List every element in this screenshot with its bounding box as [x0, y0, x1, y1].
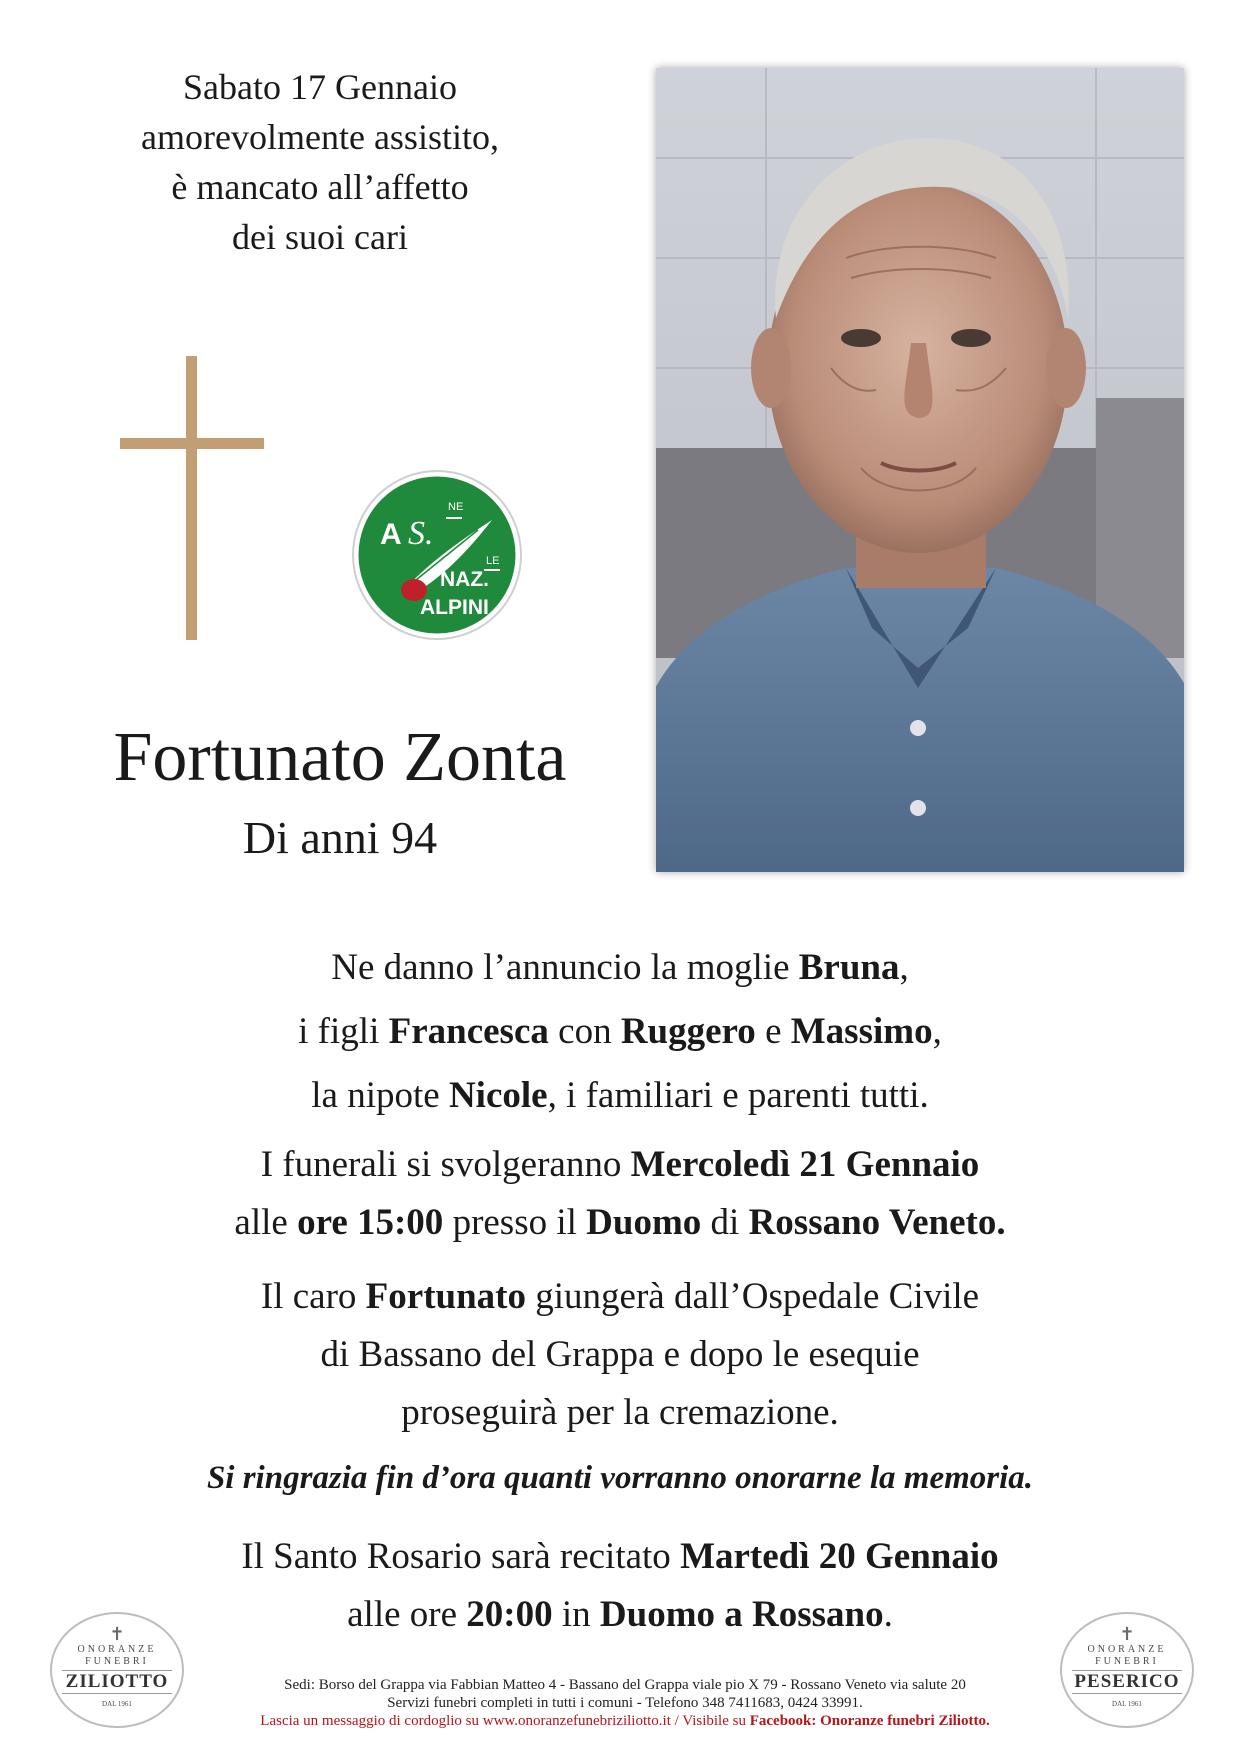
- intro-line: Sabato 17 Gennaio: [183, 67, 457, 107]
- arrival-line: di Bassano del Grappa e dopo le esequie: [320, 1334, 920, 1375]
- footer-services: Servizi funebri completi in tutti i comuni - Telefono 348 7411683, 0424 33991.: [387, 1695, 863, 1711]
- rosary-line: Il Santo Rosario sarà recitato Martedì 20 Gennaio: [241, 1536, 999, 1577]
- announcement-line: i figli Francesca con Ruggero e Massimo,: [298, 1011, 942, 1052]
- emblem-ne: NE: [448, 501, 464, 513]
- arrival-line: Il caro Fortunato giungerà dall’Ospedale Civile: [260, 1276, 980, 1317]
- emblem-letter-a: A: [380, 518, 402, 551]
- svg-text:S.: S.: [408, 515, 434, 552]
- announcement-line: la nipote Nicole, i familiari e parenti tutti.: [311, 1075, 929, 1116]
- emblem-le: LE: [486, 555, 500, 567]
- arrival-line: proseguirà per la cremazione.: [401, 1392, 839, 1433]
- book-cross-icon: ✝: [1119, 1624, 1135, 1644]
- funeral-line: I funerali si svolgeranno Mercoledì 21 Gennaio: [260, 1144, 980, 1185]
- peserico-logo: ✝ ONORANZE FUNEBRI PESERICO DAL 1961: [1060, 1612, 1194, 1728]
- portrait-photo: [656, 68, 1184, 872]
- thanks-line: Si ringrazia fin d’ora quanti vorranno onorarne la memoria.: [206, 1460, 1034, 1496]
- rosary-paragraph: [70, 1528, 1170, 1644]
- funeral-line: alle ore 15:00 presso il Duomo di Rossano Veneto.: [234, 1202, 1006, 1243]
- footer-message[interactable]: Lascia un messaggio di cordoglio su www.onoranzefunebriziliotto.it / Visibile su Facebook: Onoranze funebri Ziliotto.: [260, 1713, 990, 1729]
- intro-line: dei suoi cari: [232, 217, 408, 257]
- announcement-line: Ne danno l’annuncio la moglie Bruna,: [331, 947, 909, 988]
- alpini-emblem: [350, 468, 524, 642]
- announcement-paragraph: [70, 936, 1170, 1128]
- intro-line: è mancato all’affetto: [171, 167, 469, 207]
- emblem-alpini: ALPINI: [420, 596, 489, 619]
- arrival-paragraph: [70, 1268, 1170, 1442]
- deceased-age: Di anni 94: [242, 812, 438, 863]
- funeral-paragraph: [70, 1136, 1170, 1252]
- intro-text: [60, 62, 580, 262]
- footer-info: [160, 1676, 1090, 1730]
- ziliotto-logo: ✝ ONORANZE FUNEBRI ZILIOTTO DAL 1961: [50, 1612, 184, 1728]
- rosary-line: alle ore 20:00 in Duomo a Rossano.: [347, 1594, 893, 1635]
- cross-icon: [120, 356, 264, 640]
- book-cross-icon: ✝: [109, 1624, 125, 1644]
- emblem-naz: NAZ.: [440, 568, 489, 591]
- footer-sedi: Sedi: Borso del Grappa via Fabbian Matteo 4 - Bassano del Grappa viale pio X 79 - Rossano Veneto via salute 20: [284, 1677, 966, 1693]
- intro-line: amorevolmente assistito,: [141, 117, 499, 157]
- deceased-name: Fortunato Zonta: [113, 719, 567, 796]
